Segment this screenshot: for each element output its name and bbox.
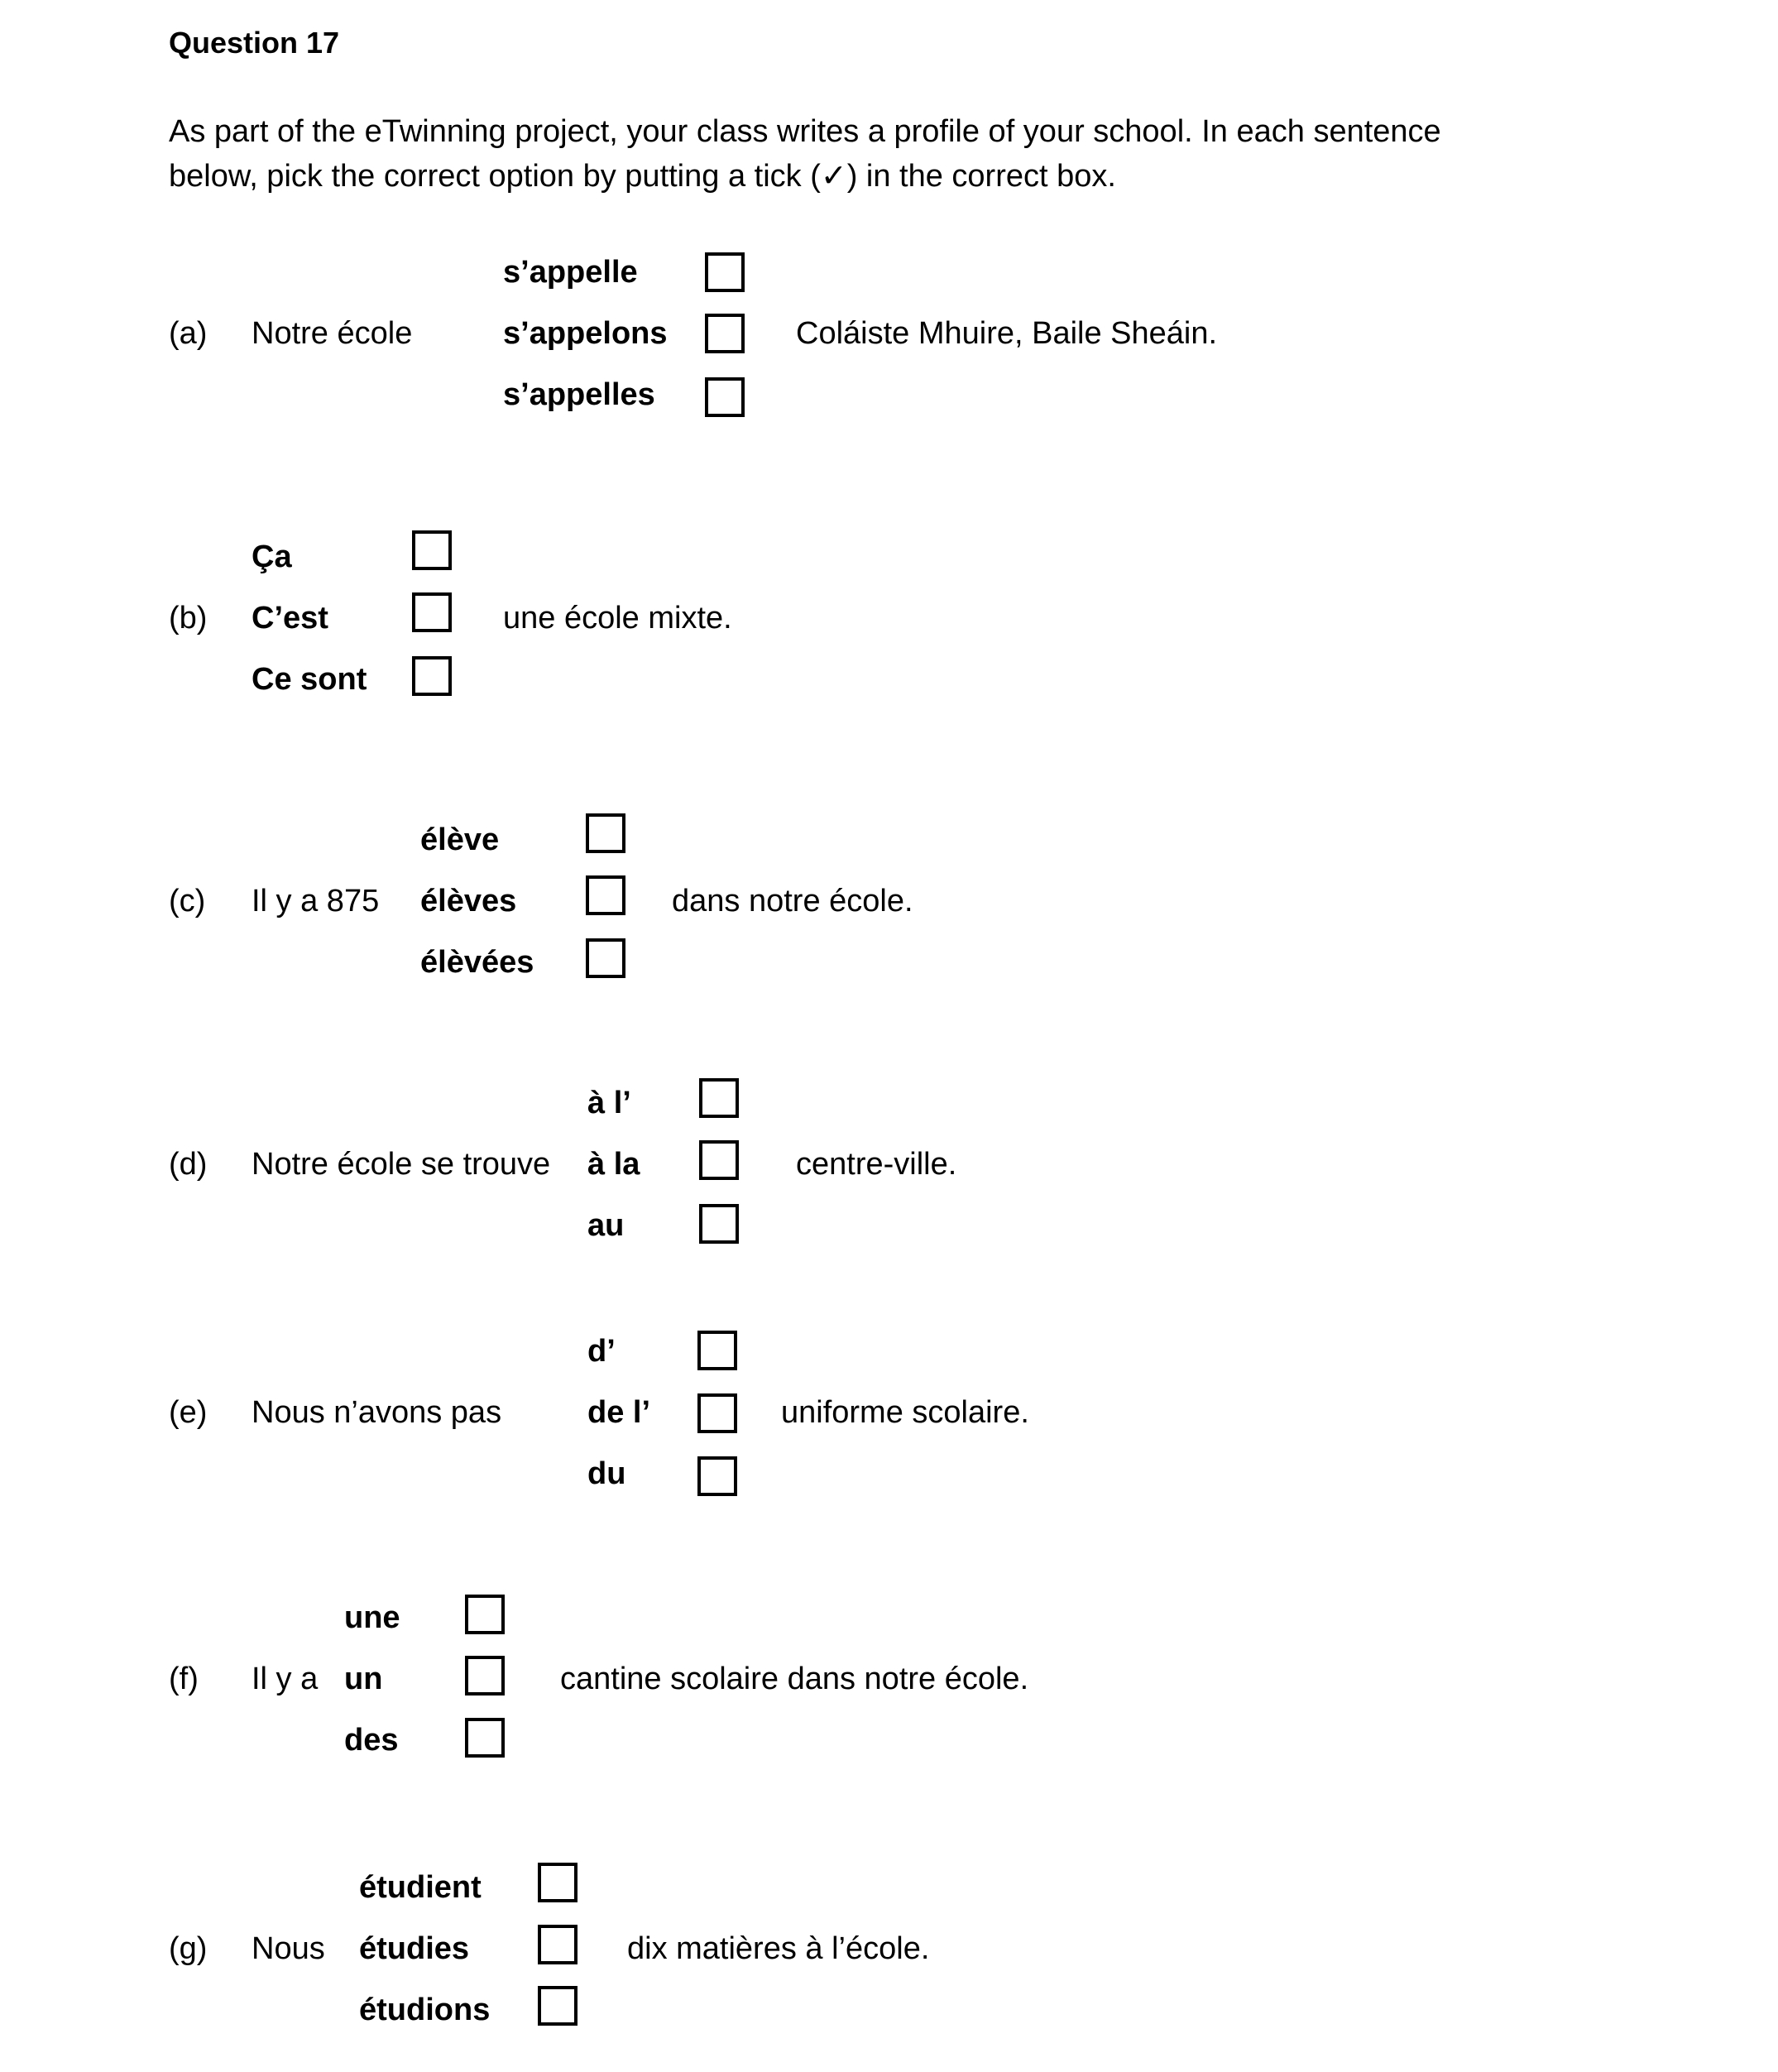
- option-2-checkbox[interactable]: [538, 1925, 577, 1964]
- option-2-label: élèves: [420, 884, 517, 918]
- option-3-checkbox[interactable]: [465, 1718, 505, 1758]
- option-3-checkbox[interactable]: [538, 1986, 577, 2026]
- option-1-checkbox[interactable]: [465, 1595, 505, 1634]
- option-2-label: à la: [587, 1147, 640, 1182]
- option-2-label: de l’: [587, 1395, 651, 1430]
- option-2-checkbox[interactable]: [697, 1393, 737, 1433]
- item-label: (e): [169, 1395, 208, 1430]
- option-3-checkbox[interactable]: [586, 938, 625, 978]
- option-2-label: étudies: [359, 1931, 470, 1966]
- sentence-start: Il y a: [252, 1662, 319, 1696]
- option-3-label: au: [587, 1208, 625, 1243]
- item-label: (c): [169, 884, 206, 918]
- option-1-label: d’: [587, 1334, 616, 1369]
- option-1-label: étudient: [359, 1870, 482, 1905]
- sentence-start: Il y a 875: [252, 884, 380, 918]
- sentence-start: Nous: [252, 1931, 325, 1966]
- sentence-start: Notre école se trouve: [252, 1147, 551, 1182]
- option-1-checkbox[interactable]: [697, 1331, 737, 1370]
- item-label: (b): [169, 601, 208, 636]
- sentence-end: une école mixte.: [503, 601, 732, 636]
- item-label: (f): [169, 1662, 199, 1696]
- option-2-label: s’appelons: [503, 316, 668, 351]
- option-1-label: s’appelle: [503, 255, 638, 290]
- option-2-checkbox[interactable]: [412, 592, 452, 632]
- option-1-label: élève: [420, 823, 500, 857]
- option-1-checkbox[interactable]: [412, 530, 452, 570]
- option-2-label: C’est: [252, 601, 328, 636]
- option-3-label: des: [344, 1723, 399, 1758]
- option-2-label: un: [344, 1662, 383, 1696]
- option-1-checkbox[interactable]: [699, 1078, 739, 1118]
- option-3-checkbox[interactable]: [697, 1456, 737, 1496]
- sentence-end: dans notre école.: [672, 884, 913, 918]
- option-1-checkbox[interactable]: [705, 252, 745, 292]
- item-label: (a): [169, 316, 208, 351]
- option-3-label: élèvées: [420, 945, 534, 980]
- option-1-checkbox[interactable]: [538, 1863, 577, 1902]
- option-1-checkbox[interactable]: [586, 813, 625, 853]
- sentence-start: Nous n’avons pas: [252, 1395, 502, 1430]
- sentence-end: centre-ville.: [796, 1147, 957, 1182]
- option-2-checkbox[interactable]: [705, 314, 745, 353]
- sentence-end: Coláiste Mhuire, Baile Sheáin.: [796, 316, 1218, 351]
- option-3-label: étudions: [359, 1993, 491, 2027]
- sentence-start: Notre école: [252, 316, 413, 351]
- option-2-checkbox[interactable]: [699, 1140, 739, 1180]
- instructions-line-1: As part of the eTwinning project, your class writes a profile of your school. In each sentence: [169, 114, 1441, 149]
- item-label: (d): [169, 1147, 208, 1182]
- option-3-label: du: [587, 1456, 626, 1491]
- item-label: (g): [169, 1931, 208, 1966]
- option-1-label: Ça: [252, 540, 292, 574]
- option-1-label: une: [344, 1600, 400, 1635]
- option-1-label: à l’: [587, 1086, 631, 1120]
- option-3-checkbox[interactable]: [412, 656, 452, 696]
- option-2-checkbox[interactable]: [465, 1656, 505, 1695]
- sentence-end: cantine scolaire dans notre école.: [560, 1662, 1029, 1696]
- question-title: Question 17: [169, 26, 340, 60]
- sentence-end: uniforme scolaire.: [781, 1395, 1029, 1430]
- option-3-label: Ce sont: [252, 662, 367, 697]
- option-2-checkbox[interactable]: [586, 875, 625, 915]
- sentence-end: dix matières à l’école.: [627, 1931, 930, 1966]
- instructions-line-2: below, pick the correct option by putting a tick (✓) in the correct box.: [169, 159, 1116, 194]
- option-3-checkbox[interactable]: [705, 377, 745, 417]
- option-3-checkbox[interactable]: [699, 1204, 739, 1244]
- option-3-label: s’appelles: [503, 377, 655, 412]
